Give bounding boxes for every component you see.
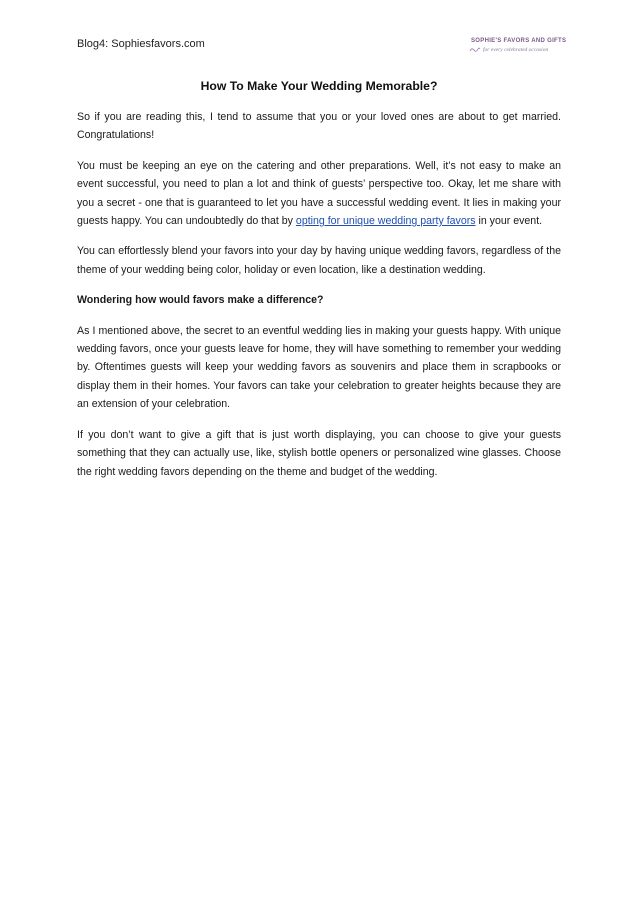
paragraph-text: in your event. xyxy=(475,215,543,228)
section-subheading: Wondering how would favors make a difference? xyxy=(77,294,324,307)
sophies-favors-logo xyxy=(467,36,567,58)
paragraph-text: You must be keeping an eye on the catering and other preparations. Well, it’s not easy to make an event successful, you need to plan a lot and think of guests’ perspective too. Okay, let me share with you a secret - one that is guaranteed to let you have a successful wedding event. It lies in making your guests happy. You can undoubtedly do that by xyxy=(77,159,561,228)
page-header xyxy=(77,36,567,60)
header-blog-label: Blog4: Sophiesfavors.com xyxy=(77,38,205,50)
unique-wedding-favors-link[interactable]: opting for unique wedding party favors xyxy=(295,215,476,228)
logo-name: SOPHIE'S FAVORS AND GIFTS xyxy=(471,38,567,44)
paragraph-useful-gifts: If you don’t want to give a gift that is just worth displaying, you can choose to give your guests something that they can actually use, like, stylish bottle openers or personalized wine glasses. Choose the right wedding favors depending on the theme and budget of the wedding. xyxy=(77,428,561,478)
heart-swirl-icon xyxy=(469,46,481,54)
logo-tagline: for every celebrated occasion xyxy=(483,47,549,53)
paragraph-preparations xyxy=(77,157,561,231)
page-title: How To Make Your Wedding Memorable? xyxy=(200,79,438,93)
paragraph-blend-favors: You can effortlessly blend your favors into your day by having unique wedding favors, regardless of the theme of your wedding being color, holiday or even location, like a destination wedding. xyxy=(77,245,561,276)
article-body xyxy=(77,108,561,481)
paragraph-intro: So if you are reading this, I tend to assume that you or your loved ones are about to get married. Congratulations! xyxy=(77,111,561,142)
paragraph-guests-happy: As I mentioned above, the secret to an eventful wedding lies in making your guests happy. With unique wedding favors, once your guests leave for home, they will have something to remember your wedding by. Oftentimes guests will keep your wedding favors as souvenirs and place them in scrapbooks or display them in their homes. Your favors can take your celebration to greater heights because they are an extension of your celebration. xyxy=(77,324,561,411)
